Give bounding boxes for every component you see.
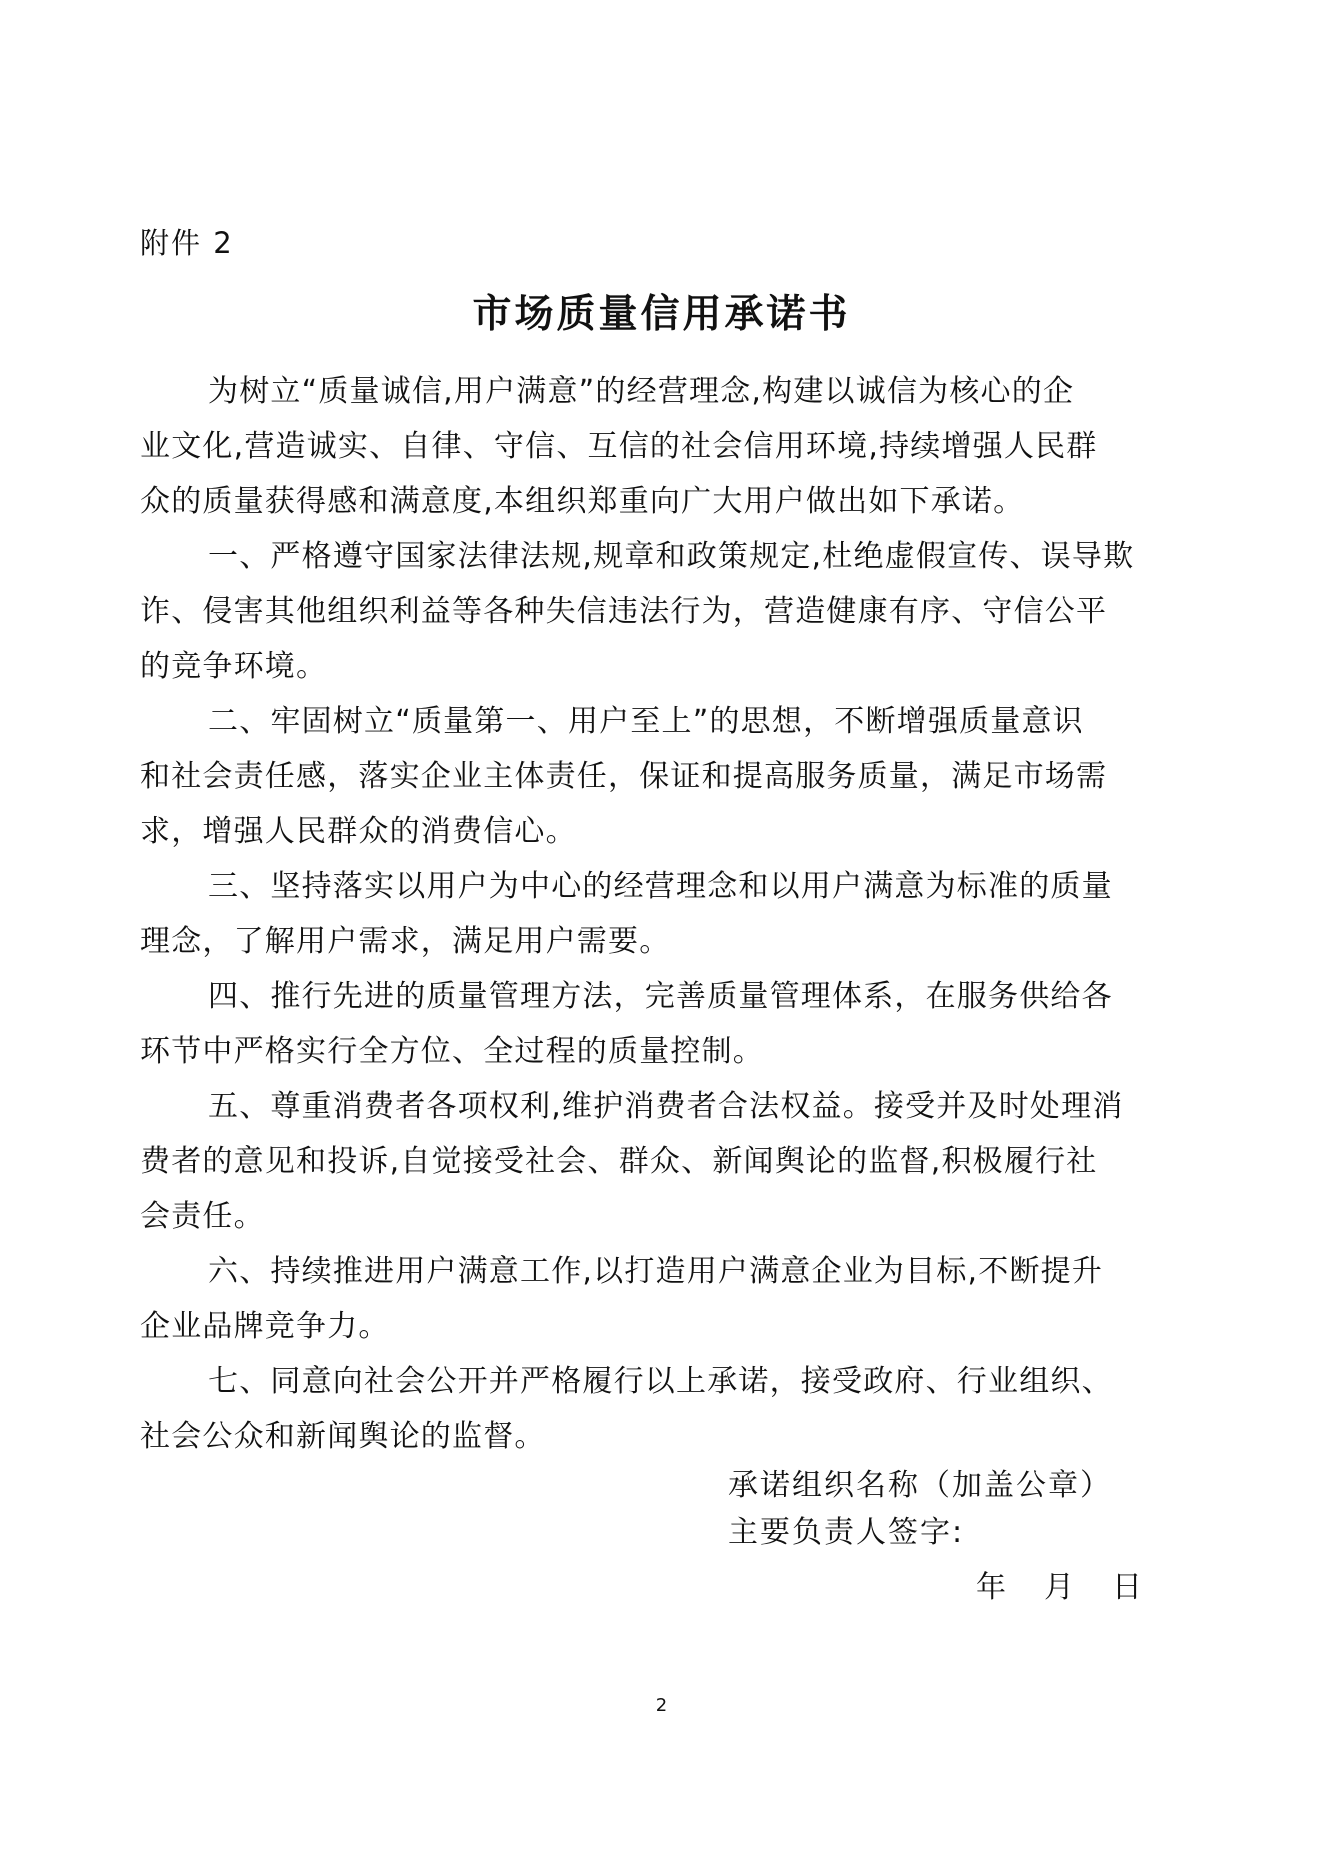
paragraph-commitment-4 [140, 969, 1156, 1079]
paragraph-line: 理念，了解用户需求，满足用户需要。 [140, 924, 671, 959]
date-month-label: 月 [1044, 1570, 1074, 1605]
paragraph-line: 四、推行先进的质量管理方法，完善质量管理体系，在服务供给各 [208, 979, 1113, 1014]
page-number: 2 [655, 1695, 668, 1716]
paragraph-commitment-2 [140, 694, 1156, 859]
paragraph-line: 五、尊重消费者各项权利,维护消费者合法权益。接受并及时处理消 [208, 1089, 1124, 1124]
paragraph-commitment-7 [140, 1354, 1156, 1464]
paragraph-commitment-3 [140, 859, 1156, 969]
paragraph-line: 众的质量获得感和满意度,本组织郑重向广大用户做出如下承诺。 [140, 484, 1025, 519]
paragraph-line: 为树立“质量诚信,用户满意”的经营理念,构建以诚信为核心的企 [208, 374, 1075, 409]
responsible-person-signature-label: 主要负责人签字: [728, 1515, 965, 1550]
paragraph-commitment-1 [140, 529, 1156, 694]
date-day-label: 日 [1112, 1570, 1142, 1605]
attachment-label: 附件 2 [140, 226, 234, 260]
paragraph-line: 诈、侵害其他组织利益等各种失信违法行为，营造健康有序、守信公平 [140, 594, 1108, 629]
paragraph-line: 求，增强人民群众的消费信心。 [140, 814, 577, 849]
paragraph-line: 和社会责任感，落实企业主体责任，保证和提高服务质量，满足市场需 [140, 759, 1108, 794]
paragraph-line: 三、坚持落实以用户为中心的经营理念和以用户满意为标准的质量 [208, 869, 1113, 904]
organization-name-label: 承诺组织名称（加盖公章） [728, 1468, 1112, 1503]
paragraph-line: 费者的意见和投诉,自觉接受社会、群众、新闻舆论的监督,积极履行社 [140, 1144, 1098, 1179]
paragraph-line: 环节中严格实行全方位、全过程的质量控制。 [140, 1034, 764, 1069]
paragraph-commitment-6 [140, 1244, 1156, 1354]
date-line [976, 1567, 1142, 1609]
paragraph-line: 一、严格遵守国家法律法规,规章和政策规定,杜绝虚假宣传、误导欺 [208, 539, 1135, 574]
paragraph-line: 企业品牌竞争力。 [140, 1309, 390, 1344]
paragraph-line: 社会公众和新闻舆论的监督。 [140, 1419, 546, 1454]
document-title: 市场质量信用承诺书 [472, 291, 851, 337]
paragraph-line: 会责任。 [140, 1199, 265, 1234]
paragraph-line: 的竞争环境。 [140, 649, 328, 684]
document-body [140, 364, 1156, 1464]
paragraph-line: 业文化,营造诚实、自律、守信、互信的社会信用环境,持续增强人民群 [140, 429, 1098, 464]
paragraph-intro [140, 364, 1156, 529]
paragraph-line: 二、牢固树立“质量第一、用户至上”的思想，不断增强质量意识 [208, 704, 1084, 739]
date-year-label: 年 [976, 1570, 1006, 1605]
paragraph-line: 六、持续推进用户满意工作,以打造用户满意企业为目标,不断提升 [208, 1254, 1104, 1289]
paragraph-line: 七、同意向社会公开并严格履行以上承诺，接受政府、行业组织、 [208, 1364, 1113, 1399]
paragraph-commitment-5 [140, 1079, 1156, 1244]
